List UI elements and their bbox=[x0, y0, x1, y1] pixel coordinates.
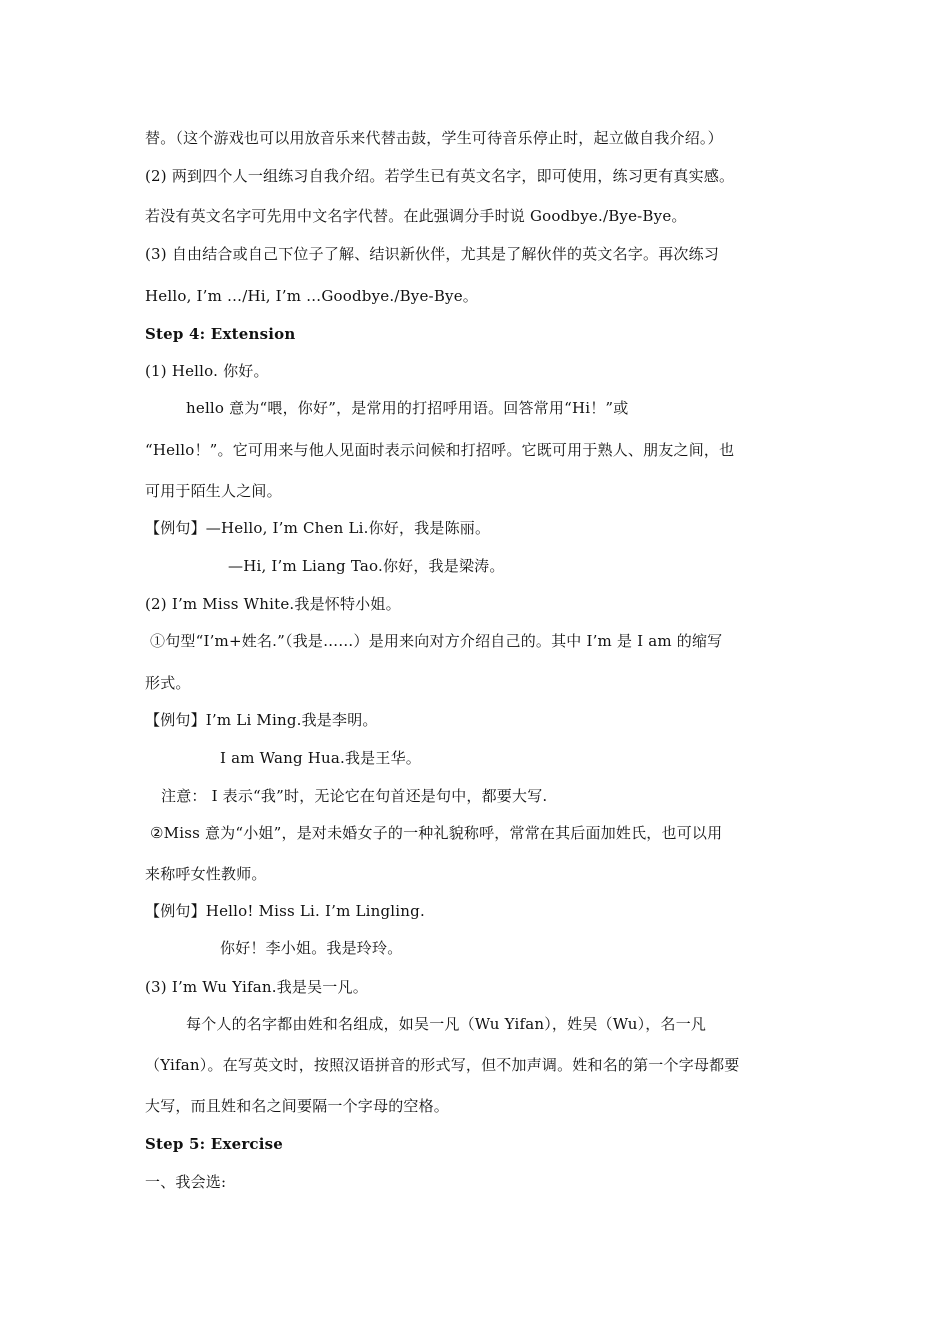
section-heading: Step 5: Exercise bbox=[145, 1135, 284, 1153]
example-sentence: 你好！李小姐。我是玲玲。 bbox=[220, 939, 403, 957]
paragraph-line: (2) 两到四个人一组练习自我介绍。若学生已有英文名字，即可使用，练习更有真实感。 bbox=[145, 167, 735, 185]
section-heading: Step 4: Extension bbox=[145, 325, 296, 343]
paragraph-line: (1) Hello. 你好。 bbox=[145, 362, 269, 380]
paragraph-line: 来称呼女性教师。 bbox=[145, 865, 267, 883]
paragraph-line: 每个人的名字都由姓和名组成，如吴一凡（Wu Yifan），姓吴（Wu），名一凡 bbox=[186, 1015, 707, 1033]
paragraph-line: (3) 自由结合或自己下位子了解、结识新伙伴，尤其是了解伙伴的英文名字。再次练习 bbox=[145, 245, 720, 263]
paragraph-line: (2) I’m Miss White.我是怀特小姐。 bbox=[145, 595, 401, 613]
paragraph-line: 一、我会选: bbox=[145, 1173, 227, 1191]
paragraph-line: 大写，而且姓和名之间要隔一个字母的空格。 bbox=[145, 1097, 450, 1115]
paragraph-line: 可用于陌生人之间。 bbox=[145, 482, 282, 500]
paragraph-line: （Yifan）。在写英文时，按照汉语拼音的形式写，但不加声调。姓和名的第一个字母都要 bbox=[145, 1056, 740, 1074]
example-sentence: 【例句】Hello! Miss Li. I’m Lingling. bbox=[145, 902, 425, 920]
paragraph-line: “Hello！”。它可用来与他人见面时表示问候和打招呼。它既可用于熟人、朋友之间，也 bbox=[145, 441, 735, 459]
example-sentence: —Hi, I’m Liang Tao.你好，我是梁涛。 bbox=[228, 557, 505, 575]
paragraph-line: 形式。 bbox=[145, 674, 191, 692]
paragraph-line: ①句型“I’m+姓名.”（我是……）是用来向对方介绍自己的。其中 I’m 是 I am 的缩写 bbox=[150, 632, 723, 650]
paragraph-line: Hello, I’m …/Hi, I’m …Goodbye./Bye-Bye。 bbox=[145, 287, 478, 305]
paragraph-line: (3) I’m Wu Yifan.我是吴一凡。 bbox=[145, 978, 368, 996]
note-line: 注意： I 表示“我”时，无论它在句首还是句中，都要大写. bbox=[161, 787, 548, 805]
example-sentence: I am Wang Hua.我是王华。 bbox=[220, 749, 421, 767]
paragraph-line: 替。（这个游戏也可以用放音乐来代替击鼓，学生可待音乐停止时，起立做自我介绍。） bbox=[145, 129, 723, 147]
paragraph-line: 若没有英文名字可先用中文名字代替。在此强调分手时说 Goodbye./Bye-Bye。 bbox=[145, 207, 687, 225]
example-sentence: 【例句】I’m Li Ming.我是李明。 bbox=[145, 711, 378, 729]
paragraph-line: ②Miss 意为“小姐”，是对未婚女子的一种礼貌称呼，常常在其后面加姓氏，也可以用 bbox=[150, 824, 723, 842]
example-sentence: 【例句】—Hello, I’m Chen Li.你好，我是陈丽。 bbox=[145, 519, 491, 537]
paragraph-line: hello 意为“喂，你好”，是常用的打招呼用语。回答常用“Hi！”或 bbox=[186, 399, 629, 417]
